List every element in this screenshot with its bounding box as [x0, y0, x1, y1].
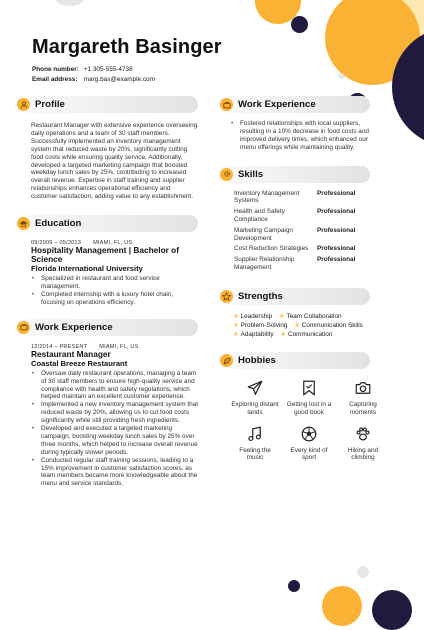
bookmark-icon — [300, 379, 318, 397]
education-title: Education — [35, 218, 82, 230]
profile-text: Restaurant Manager with extensive experience overseeing daily operations and a team of 30 staff members. Successfully implemented an inventory management system that reduced waste by 20%, significantly cutting food costs while ensuring quality service. Additionally, developed a targeted marketing campaign that boosted weekday lunch sales by 25%, contributing to increased overall revenue. Expertise in staff training and supplier relationships enhances operational efficiency and customer satisfaction, adding value to any establishment. — [31, 122, 198, 201]
experience-bullets — [31, 370, 198, 489]
experience-section-header — [15, 319, 198, 336]
skill-level: Professional — [317, 208, 356, 216]
hobby-label: Getting lost in a good book — [286, 401, 332, 416]
hobby-item — [338, 379, 388, 416]
experience-company: Coastal Breeze Restaurant — [31, 358, 128, 368]
skill-level: Professional — [317, 189, 356, 197]
strength-item: # Communication Skills — [295, 322, 363, 329]
experience-continued-title: Work Experience — [238, 99, 316, 110]
experience-continued-bullets — [218, 120, 370, 152]
strength-item: # Problem-Solving — [234, 322, 288, 329]
strength-item: # Communication — [281, 331, 333, 339]
list-item: • Specialized in restaurant and food service management. — [31, 275, 198, 291]
deco-circle — [291, 16, 308, 33]
phone-value: +1 305-555-4738 — [83, 66, 133, 73]
education-location: MIAMI, FL, US — [93, 240, 133, 247]
paw-print-icon — [354, 425, 372, 443]
skills-list — [218, 190, 370, 272]
skill-name: Supplier Relationship Management — [234, 256, 295, 271]
hobby-item — [284, 425, 334, 462]
education-section-header — [15, 215, 198, 232]
deco-circle — [338, 73, 344, 79]
profile-title: Profile — [35, 99, 65, 110]
person-icon — [17, 98, 30, 111]
experience-role: Restaurant Manager — [31, 348, 111, 359]
hobbies-section-header — [218, 352, 370, 369]
email-label: Email address: — [32, 75, 78, 83]
hobby-label: Feeling the music — [239, 446, 271, 462]
list-item: • Conducted regular staff training sessions, leading to a 15% improvement in customer satisfaction scores, as team members became more knowledgeable about the menu and service standards. — [31, 457, 198, 489]
education-degree: Hospitality Management | Bachelor of Science — [31, 245, 180, 265]
education-entry — [15, 240, 198, 307]
skill-row — [234, 208, 370, 224]
deco-circle — [372, 590, 412, 630]
briefcase-icon — [17, 321, 30, 334]
skill-level: Professional — [317, 256, 356, 264]
skill-row — [234, 245, 370, 253]
skills-section-header — [218, 166, 370, 183]
skill-level: Professional — [317, 226, 356, 234]
skill-level: Professional — [317, 245, 356, 253]
phone-label: Phone number: — [32, 66, 79, 73]
phone-row — [32, 65, 332, 75]
hobby-item — [284, 379, 334, 416]
skill-row — [234, 190, 370, 206]
email-value[interactable]: marg.bas@example.com — [83, 75, 155, 83]
hobbies-grid — [218, 379, 379, 462]
hobby-label: Hiking and climbing — [347, 446, 379, 462]
hobbies-title: Hobbies — [238, 355, 276, 367]
experience-entry — [15, 344, 198, 489]
graduation-cap-icon — [17, 217, 30, 230]
education-school: Florida International University — [31, 264, 143, 274]
skill-row — [234, 227, 370, 243]
education-bullets — [31, 275, 198, 307]
strength-item: # Team Collaboration — [279, 312, 342, 320]
right-column — [218, 96, 379, 462]
resume-header — [32, 36, 332, 84]
deco-circle — [322, 586, 362, 626]
profile-section-header — [15, 96, 198, 113]
experience-continued-header — [218, 96, 370, 113]
camera-icon — [354, 379, 372, 397]
strengths-list — [218, 312, 370, 340]
list-item: • Oversaw daily restaurant operations, managing a team of 30 staff members to ensure high-quality service and compliance with health and safety regulations, which helped maintain an excellent customer experience. — [31, 370, 198, 402]
leaf-icon — [220, 354, 233, 367]
gear-icon — [220, 168, 233, 181]
list-item: • Fostered relationships with local suppliers, resulting in a 10% decrease in food costs and improved delivery times, which enhanced our menu offerings while maintaining quality. — [230, 120, 370, 152]
experience-location: MIAMI, FL, US — [99, 343, 139, 350]
hobby-label: Exploring distant lands — [231, 401, 279, 416]
briefcase-icon — [220, 98, 233, 111]
airplane-icon — [246, 379, 264, 397]
list-item: • Developed and executed a targeted marketing campaign, boosting weekday lunch sales by 25% over three months, which helped to increase overall revenue during typically slower periods. — [31, 425, 198, 457]
skill-name: Health and Safety Compliance — [234, 208, 285, 224]
candidate-name: Margareth Basinger — [32, 36, 222, 58]
skill-name: Marketing Campaign Development — [234, 226, 293, 242]
hobby-item — [230, 379, 280, 416]
skill-name: Inventory Management Systems — [234, 189, 300, 205]
deco-circle — [357, 566, 369, 578]
strengths-section-header — [218, 288, 370, 305]
hobby-label: Every kind of sport — [290, 446, 328, 462]
deco-circle — [288, 580, 300, 592]
education-dates: 09/2009 – 05/2013 — [31, 240, 82, 247]
soccer-ball-icon — [300, 425, 318, 443]
hobby-item — [338, 425, 388, 462]
strength-item: # Adaptability — [234, 331, 274, 339]
skill-name: Cost Reduction Strategies — [234, 245, 309, 253]
star-icon — [220, 290, 233, 303]
list-item: • Implemented a new inventory management system that reduced waste by 20%, allowing us to cut food costs significantly while still providing fresh ingredients. — [31, 401, 198, 425]
skill-row — [234, 256, 370, 272]
contact-block — [32, 65, 332, 84]
experience-title: Work Experience — [35, 321, 113, 333]
list-item: • Completed internship with a luxury hotel chain, focusing on operations efficiency. — [31, 291, 198, 307]
hobby-label: Capturing moments — [349, 401, 377, 416]
email-row — [32, 75, 332, 85]
experience-dates: 12/2014 – PRESENT — [31, 343, 88, 350]
skills-title: Skills — [238, 168, 264, 180]
strengths-title: Strengths — [238, 290, 283, 302]
left-column — [15, 96, 198, 488]
deco-circle — [56, 0, 84, 6]
strength-item: # Leadership — [234, 312, 273, 320]
hobby-item — [230, 425, 280, 462]
music-note-icon — [246, 425, 264, 443]
